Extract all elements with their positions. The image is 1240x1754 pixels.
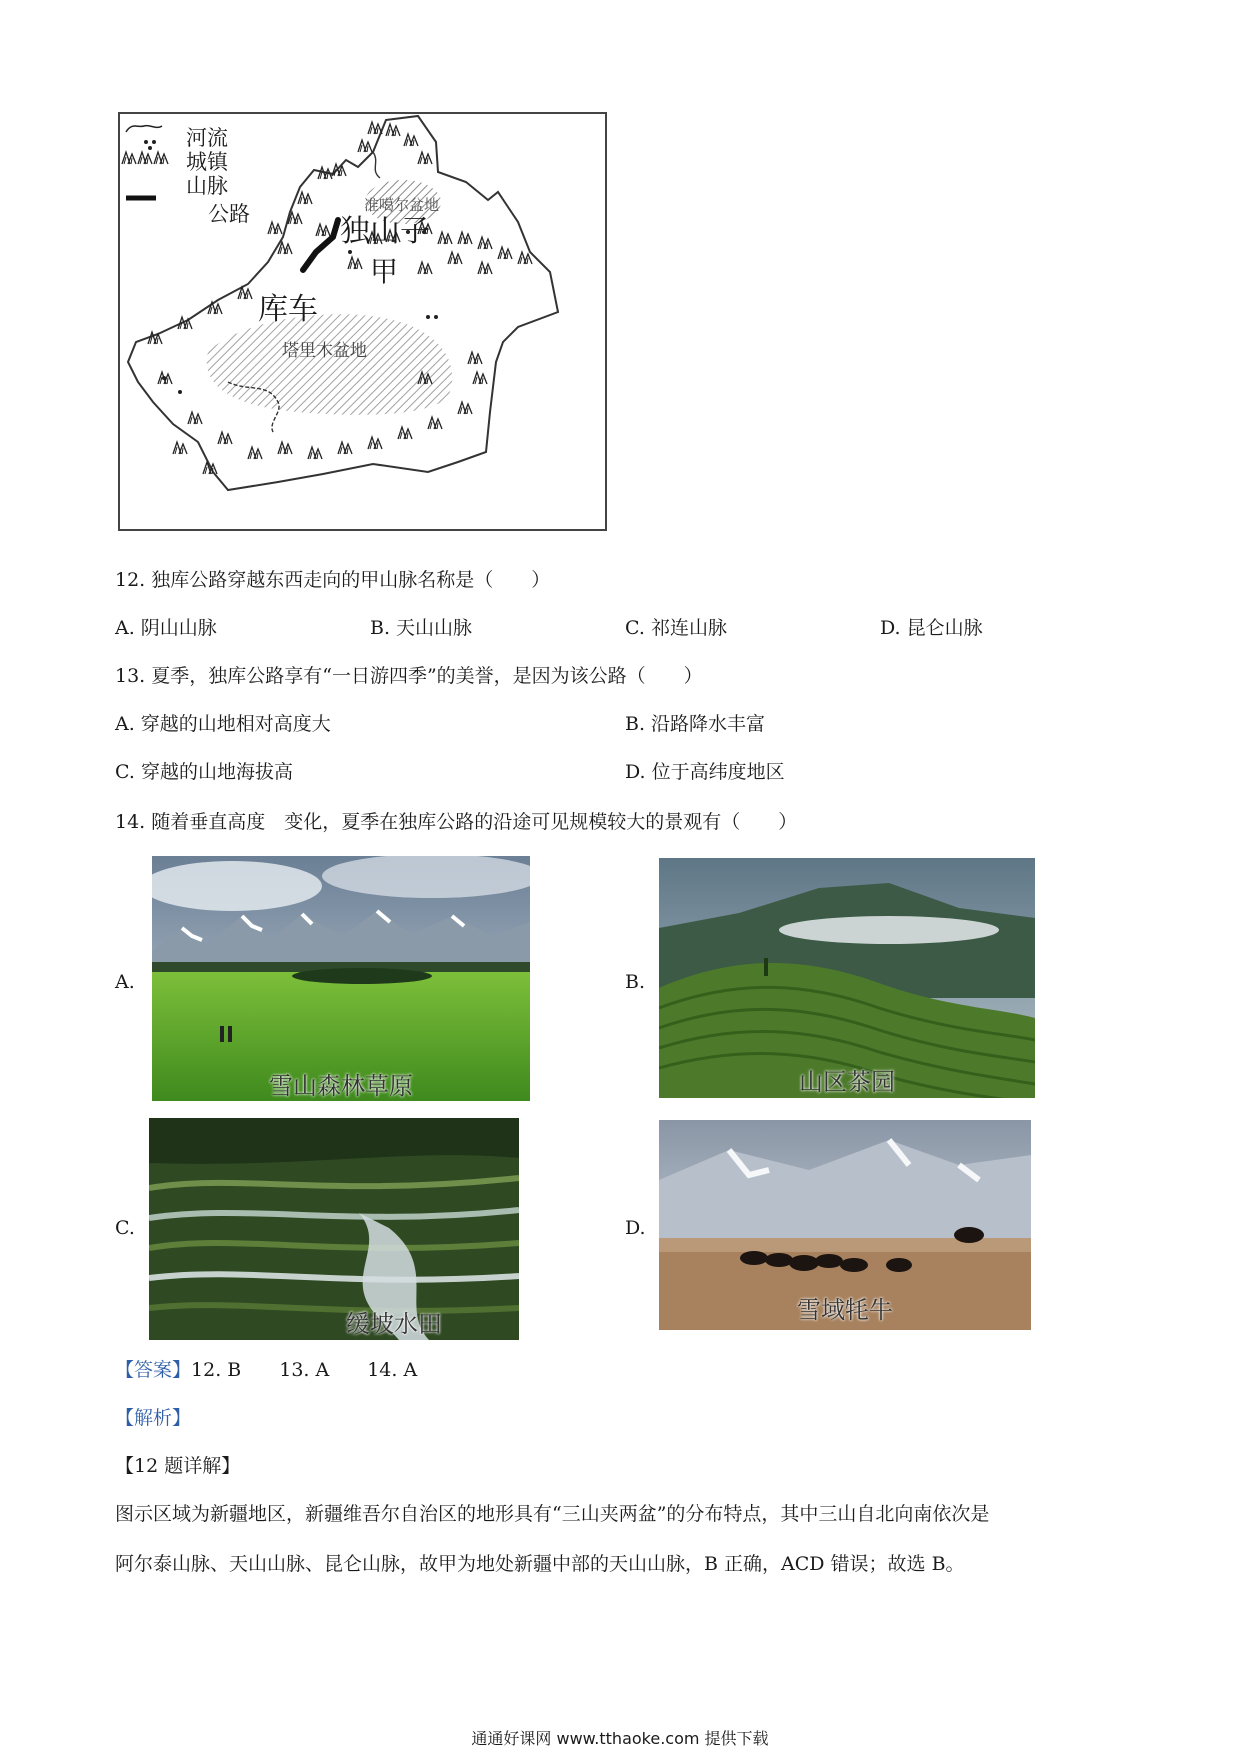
caption-c: 缓坡水田 [346, 1310, 442, 1338]
photo-gentle-slope-paddy [149, 1118, 519, 1340]
photo-snow-yak [659, 1120, 1031, 1330]
caption-d: 雪域牦牛 [797, 1296, 893, 1324]
q12-option-a: A. 阴山山脉 [115, 617, 217, 639]
caption-b: 山区茶园 [799, 1068, 895, 1096]
legend-town-label: 城镇 [186, 150, 228, 174]
q13-option-c: C. 穿越的山地海拔高 [115, 761, 293, 783]
detail-12-line2: 阿尔泰山脉、天山山脉、昆仑山脉，故甲为地处新疆中部的天山山脉，B 正确，ACD 错误；故选 B。 [115, 1553, 965, 1575]
kuche-label: 库车 [258, 292, 318, 327]
q12-option-c: C. 祁连山脉 [625, 617, 727, 639]
legend-river-label: 河流 [186, 126, 228, 150]
analysis-tag: 【解析】 [115, 1407, 192, 1429]
dushanzi-label: 独山子 [340, 214, 430, 249]
answer-text: 12. B 13. A 14. A [191, 1359, 418, 1381]
photo-snow-mountain-forest-grassland [152, 856, 530, 1101]
q13-option-a: A. 穿越的山地相对高度大 [115, 713, 331, 735]
legend-mountain-label: 山脉 [186, 174, 228, 198]
q13-option-b: B. 沿路降水丰富 [625, 713, 766, 735]
page-footer: 通通好课网 www.tthaoke.com 提供下载 [471, 1729, 769, 1748]
q14-option-d: D. [625, 1217, 646, 1239]
caption-a: 雪山森林草原 [269, 1072, 413, 1100]
legend-road-label: 公路 [208, 202, 250, 226]
question-13-stem: 13. 夏季，独库公路享有“一日游四季”的美誉，是因为该公路（ ） [115, 665, 703, 687]
question-12-stem: 12. 独库公路穿越东西走向的甲山脉名称是（ ） [115, 569, 551, 591]
junggar-label: 准噶尔盆地 [364, 196, 440, 214]
photo-mountain-tea-garden [659, 858, 1035, 1098]
q14-option-c: C. [115, 1217, 135, 1239]
tarim-label: 塔里木盆地 [282, 341, 367, 361]
detail-12-line1: 图示区域为新疆地区，新疆维吾尔自治区的地形具有“三山夹两盆”的分布特点，其中三山自北向南依次是 [115, 1503, 990, 1525]
q12-option-b: B. 天山山脉 [370, 617, 473, 639]
q13-option-d: D. 位于高纬度地区 [625, 761, 785, 783]
detail-12-title: 【12 题详解】 [115, 1455, 241, 1477]
answer-tag: 【答案】 [115, 1359, 192, 1381]
q14-option-b: B. [625, 971, 646, 993]
q12-option-d: D. 昆仑山脉 [880, 617, 983, 639]
map-figure [118, 112, 608, 532]
question-14-stem: 14. 随着垂直高度 变化，夏季在独库公路的沿途可见规模较大的景观有（ ） [115, 811, 798, 833]
answer-line [115, 1358, 417, 1382]
q14-option-a: A. [115, 971, 135, 993]
jia-label: 甲 [370, 255, 399, 288]
